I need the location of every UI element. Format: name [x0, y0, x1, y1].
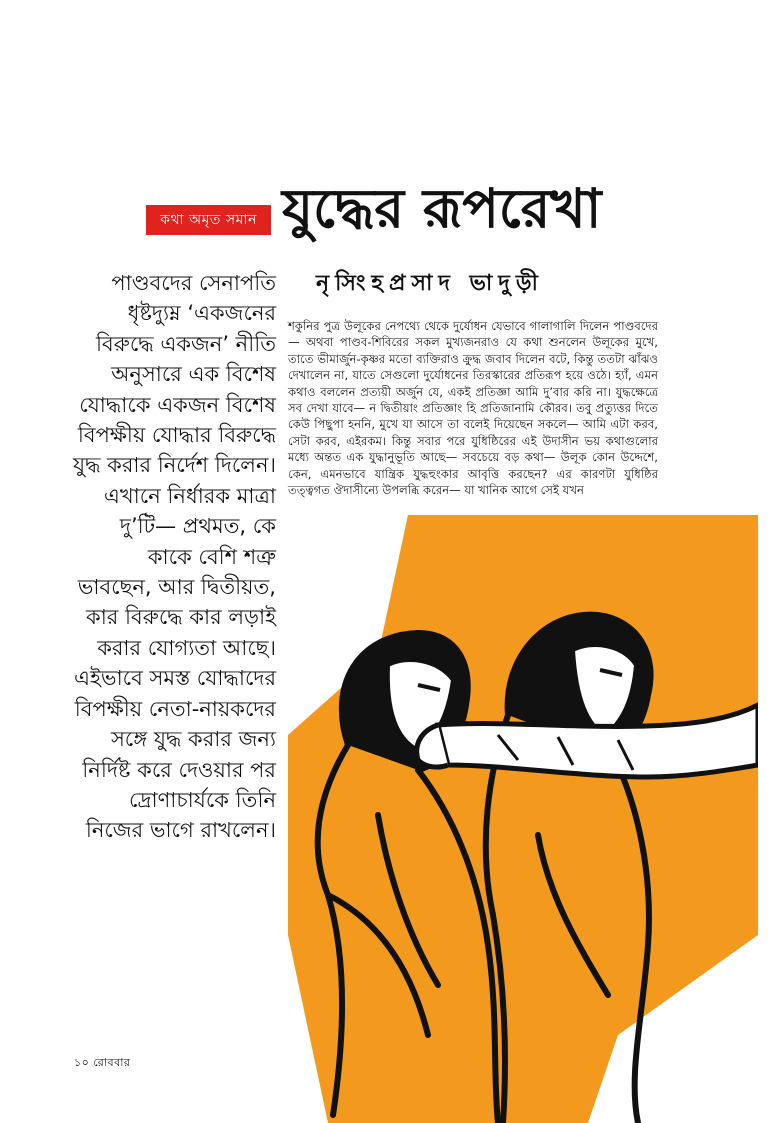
author-byline: নৃসিংহপ্রসাদ ভাদুড়ী — [316, 271, 544, 296]
body-text: শকুনির পুত্র উলূকের নেপথ্যে থেকে দুর্যোধন যেভাবে গালাগালি দিলেন পাণ্ডবদের— অথবা পাণ্ডব-শিবিরের সকল মুখ্যজনরাও যে কথা শুনলেন উলূকের মুখে, তাতে ভীমার্জুন-কৃষ্ণর মতো ব্যক্তিরাও ক্রুদ্ধ জবাব দিলেন বটে, কিন্তু ততটা ঝাঁঝও দেখালেন না, যাতে সেগুলো দুর্যোধনের তিরস্কারের প্রতিরূপ হয়ে ওঠে। হ্যাঁ, এমন কথাও বললেন প্রত্যয়ী অর্জুন যে, একই প্রতিজ্ঞা আমি দু’বার করি না। যুদ্ধক্ষেত্রে সব দেখা যাবে— ন দ্বিতীয়াং প্রতিজ্ঞাং হি প্রতিজানামি কৌরব। তবু প্রত্যুত্তর দিতে কেউ পিছুপা হননি, মুখে যা আসে তা বলেই দিয়েছেন সকলে— আমি এটা করব, সেটা করব, এইরকম। কিন্তু সবার পরে যুধিষ্ঠিরের এই উদাসীন ভয় কথাগুলোর মধ্যে অন্তত এক যুদ্ধানুভূতি আছে— সবচেয়ে বড় কথা— উলূক কোন উদ্দেশে, কেন, এমনভাবে যান্ত্রিক যুদ্ধহুংকার আবৃত্তি করছেন? এর কারণটা যুধিষ্ঠির তত্ত্বগত ঔদাসীন্যে উপলব্ধি করেন— যা খানিক আগে সেই যখন — [288, 319, 658, 498]
article-title: যুদ্ধের রূপরেখা — [282, 177, 602, 240]
section-badge: কথা অমৃত সমান — [146, 205, 271, 235]
illustration — [288, 515, 758, 1123]
page-folio: ১০ রোববার — [74, 1056, 131, 1069]
illustration-drawing — [288, 515, 758, 1123]
pull-quote: পাণ্ডবদের সেনাপতি ধৃষ্টদ্যুম্ন ‘একজনের বিরুদ্ধে একজন’ নীতি অনুসারে এক বিশেষ যোদ্ধাকে একজন বিশেষ বিপক্ষীয় যোদ্ধার বিরুদ্ধে যুদ্ধ করার নির্দেশ দিলেন। এখানে নির্ধারক মাত্রা দু’টি— প্রথমত, কে কাকে বেশি শত্রু ভাবছেন, আর দ্বিতীয়ত, কার বিরুদ্ধে কার লড়াই করার যোগ্যতা আছে। এইভাবে সমস্ত যোদ্ধাদের বিপক্ষীয় নেতা-নায়কদের সঙ্গে যুদ্ধ করার জন্য নির্দিষ্ট করে দেওয়ার পর দ্রোণাচার্যকে তিনি নিজের ভাগে রাখলেন। — [72, 271, 276, 843]
